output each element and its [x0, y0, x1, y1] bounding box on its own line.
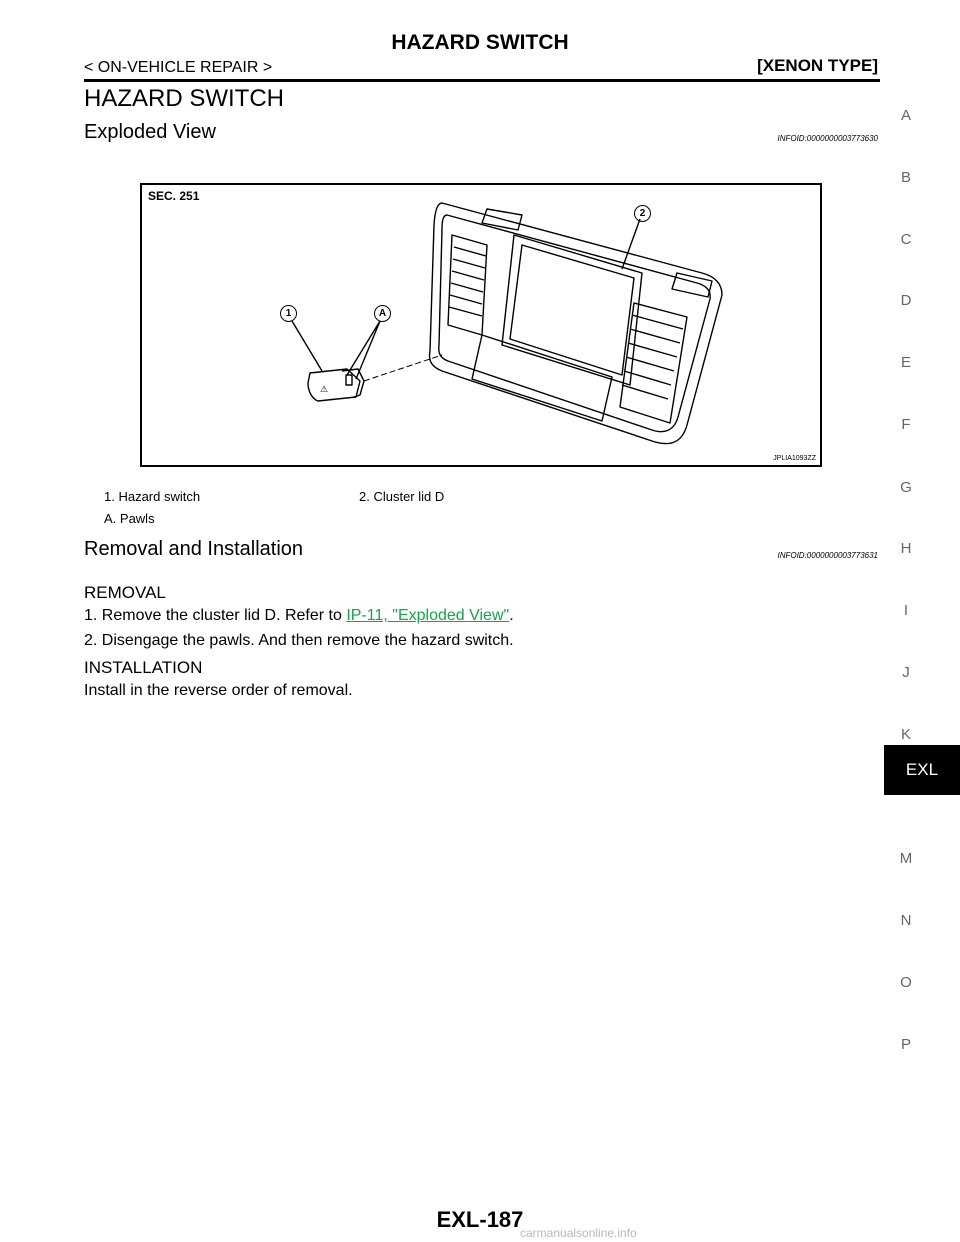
side-index-active-tab[interactable]: EXL	[884, 745, 960, 795]
callout-a: A	[374, 305, 391, 322]
installation-text: Install in the reverse order of removal.	[84, 682, 353, 699]
header-divider	[84, 79, 880, 82]
figure-id: JPLIA1093ZZ	[773, 455, 816, 462]
page-title: HAZARD SWITCH	[84, 85, 284, 112]
exploded-view-figure	[140, 183, 822, 467]
legend-hazard-switch: 1. Hazard switch	[104, 489, 201, 504]
side-index-h[interactable]: H	[900, 540, 912, 557]
side-index-i[interactable]: I	[903, 602, 909, 619]
removal-step-2: 2. Disengage the pawls. And then remove the hazard switch.	[84, 632, 514, 649]
callout-1: 1	[280, 305, 297, 322]
page-number: EXL-187	[436, 1207, 524, 1232]
step-1-text: 1. Remove the cluster lid D. Refer to	[84, 607, 347, 624]
figure-section-number: SEC. 251	[148, 189, 200, 203]
side-index-n[interactable]: N	[900, 912, 912, 929]
header-section-label: < ON-VEHICLE REPAIR >	[84, 59, 273, 76]
header-title: HAZARD SWITCH	[391, 31, 569, 54]
installation-heading: INSTALLATION	[84, 658, 203, 677]
side-index-f[interactable]: F	[901, 416, 911, 433]
legend-pawls: A. Pawls	[104, 511, 155, 526]
cluster-lid-illustration	[142, 185, 820, 465]
side-index-o[interactable]: O	[900, 974, 912, 991]
side-index-m[interactable]: M	[899, 850, 913, 867]
step-1-suffix: .	[509, 607, 514, 624]
side-index-g[interactable]: G	[900, 479, 912, 496]
section-title-exploded-view: Exploded View	[84, 121, 216, 143]
side-index-d[interactable]: D	[900, 292, 912, 309]
legend-cluster-lid: 2. Cluster lid D	[359, 489, 445, 504]
removal-step-1	[84, 607, 514, 625]
section-title-removal-installation: Removal and Installation	[84, 538, 304, 560]
svg-text:⚠: ⚠	[320, 384, 329, 394]
side-index-c[interactable]: C	[900, 231, 912, 248]
infoid-removal-installation: INFOID:0000000003773631	[777, 551, 878, 560]
ip-11-exploded-view-link[interactable]: IP-11, "Exploded View"	[346, 607, 510, 624]
side-index-p[interactable]: P	[900, 1036, 911, 1053]
side-index-e[interactable]: E	[900, 354, 911, 371]
callout-2: 2	[634, 205, 651, 222]
side-index-a[interactable]: A	[900, 107, 911, 124]
side-index-j[interactable]: J	[902, 664, 910, 681]
side-index-b[interactable]: B	[900, 169, 911, 186]
header-variant-label: [XENON TYPE]	[757, 56, 878, 75]
side-index-k[interactable]: K	[900, 726, 911, 743]
removal-heading: REMOVAL	[84, 583, 166, 602]
infoid-exploded-view: INFOID:0000000003773630	[777, 134, 878, 143]
watermark: carmanualsonline.info	[520, 1226, 637, 1240]
